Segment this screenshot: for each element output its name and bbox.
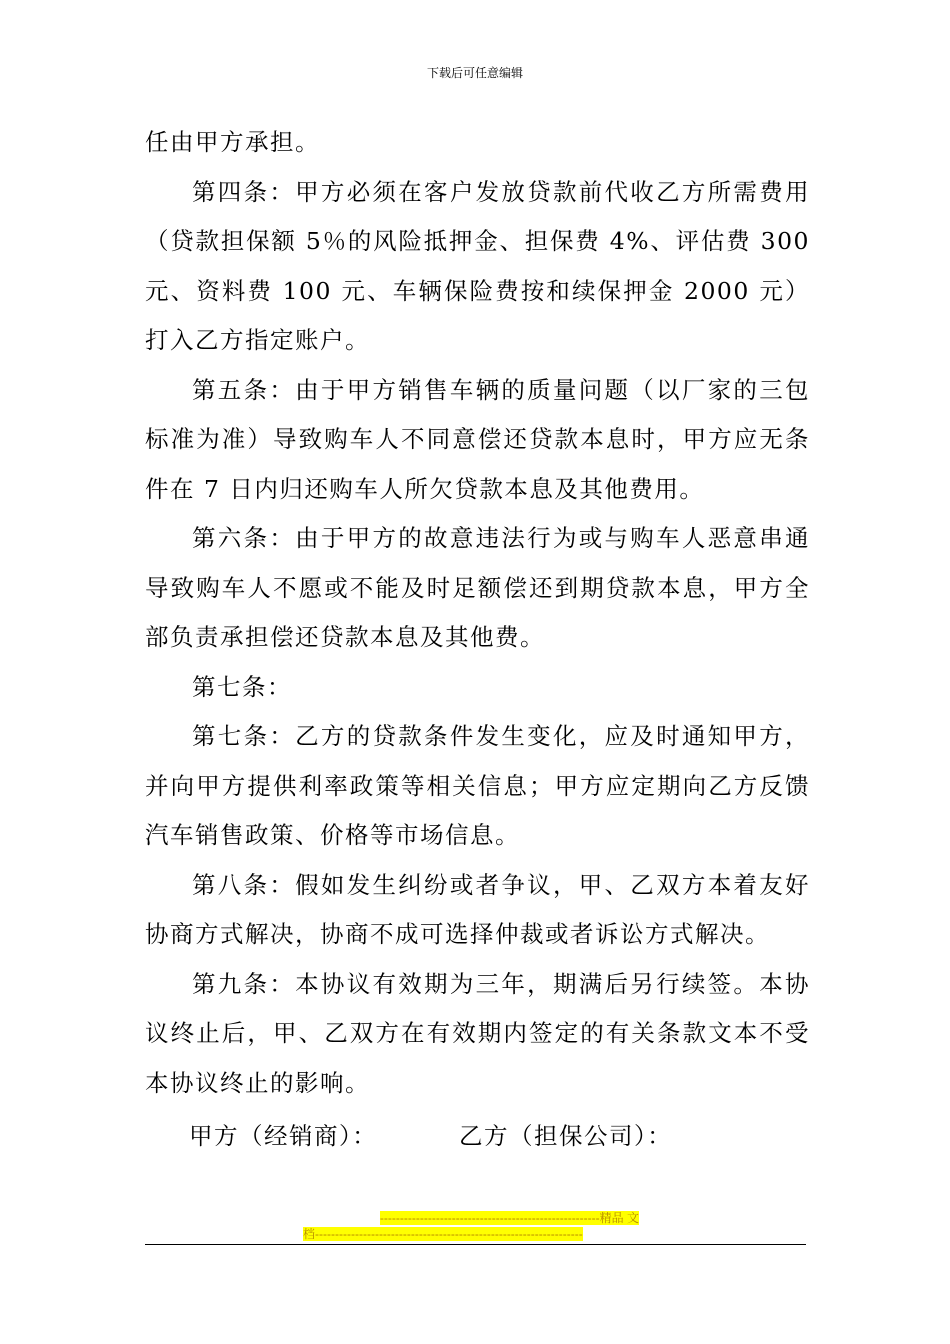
page-header: 下载后可任意编辑 bbox=[426, 66, 523, 80]
party-a-signature-label: 甲方（经销商）： bbox=[189, 1122, 378, 1150]
paragraph-article-8: 第八条：假如发生纠纷或者争议，甲、乙双方本着友好协商方式解决，协商不成可选择仲裁或者诉讼方式解决。 bbox=[145, 870, 810, 948]
paragraph-article-6: 第六条：由于甲方的故意违法行为或与购车人恶意串通导致购车人不愿或不能及时足额偿还到期贷款本息，甲方全部负责承担偿还贷款本息及其他费。 bbox=[145, 524, 810, 651]
paragraph-article-4: 第四条：甲方必须在客户发放贷款前代收乙方所需费用（贷款担保额 5％的风险抵押金、担保费 4%、评估费 300 元、资料费 100 元、车辆保险费按和续保押金 2000 元）打入乙方指定账户。 bbox=[145, 177, 810, 354]
footer-watermark-line-1 bbox=[303, 1210, 648, 1226]
document-body bbox=[145, 118, 810, 1108]
footer-watermark-line-2 bbox=[303, 1226, 648, 1242]
paragraph-continuation: 任由甲方承担。 bbox=[145, 128, 320, 156]
footer-divider bbox=[145, 1244, 806, 1245]
party-b-signature-label: 乙方（担保公司）： bbox=[459, 1122, 673, 1150]
footer-watermark bbox=[303, 1210, 648, 1242]
footer-watermark-line-1-text: -------------------------------------------------------精品 文 bbox=[379, 1211, 639, 1225]
paragraph-article-9: 第九条：本协议有效期为三年，期满后另行续签。本协议终止后，甲、乙双方在有效期内签定的有关条款文本不受本协议终止的影响。 bbox=[145, 969, 810, 1097]
paragraph-article-7-heading: 第七条： bbox=[192, 672, 292, 701]
footer-watermark-line-2-text: 档------------------------------------------------------------------- bbox=[303, 1227, 583, 1241]
paragraph-article-7: 第七条：乙方的贷款条件发生变化，应及时通知甲方，并向甲方提供利率政策等相关信息；甲方应定期向乙方反馈汽车销售政策、价格等市场信息。 bbox=[145, 722, 810, 849]
paragraph-article-5: 第五条：由于甲方销售车辆的质量问题（以厂家的三包标准为准）导致购车人不同意偿还贷款本息时，甲方应无条件在 7 日内归还购车人所欠贷款本息及其他费用。 bbox=[145, 375, 810, 503]
